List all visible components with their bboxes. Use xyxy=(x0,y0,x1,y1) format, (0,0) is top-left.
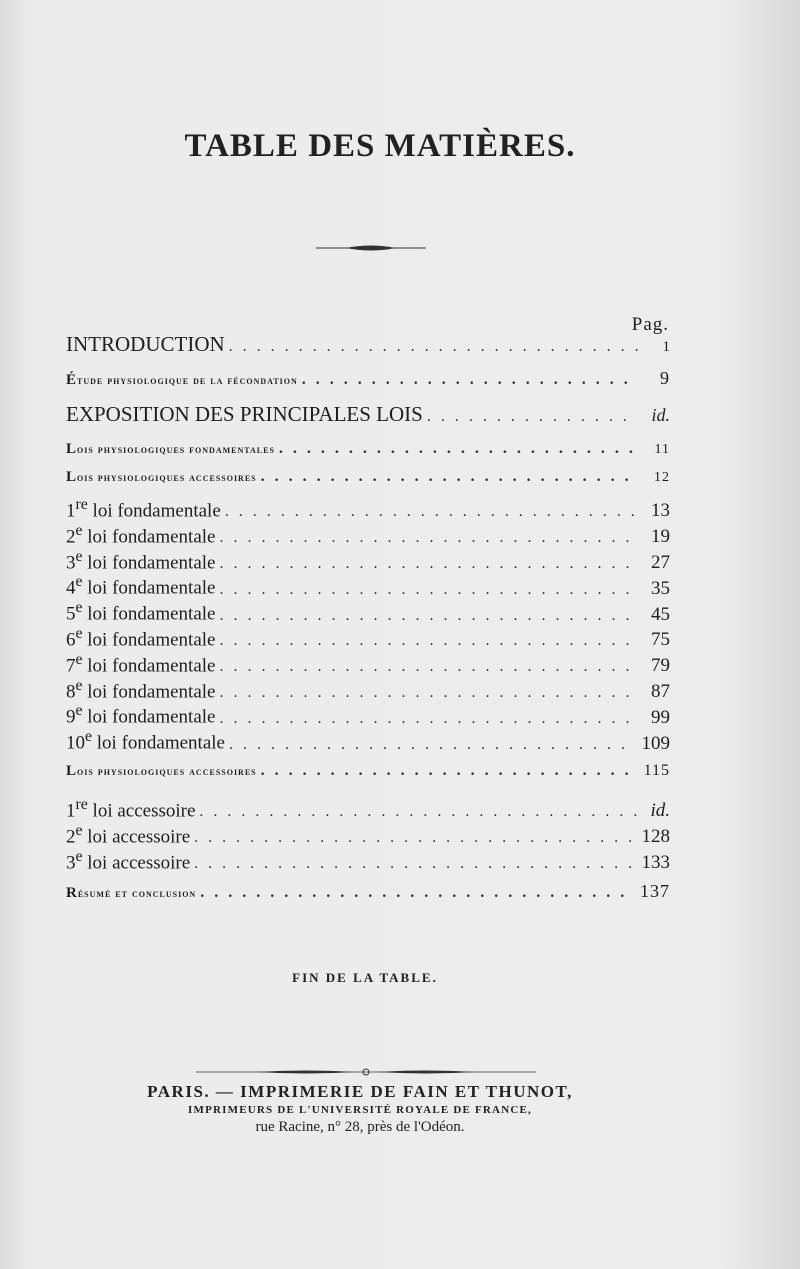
page-column-header: Pag. xyxy=(631,314,669,335)
toc-entry-loi-fondamentale-3: 3e loi fondamentale . . . 27 xyxy=(66,548,670,574)
toc-entry-label: INTRODUCTION xyxy=(66,332,225,356)
toc-entry-lois-accessoires xyxy=(66,468,670,496)
toc-entry-page: 137 xyxy=(640,881,670,902)
leader-dots xyxy=(225,503,638,521)
toc-entry-loi-fondamentale-5: 5e loi fondamentale . . . 45 xyxy=(66,599,670,625)
toc-entry-label: loi fondamentale xyxy=(92,500,221,522)
toc-entry-label: ois physiologiques accessoires xyxy=(77,470,257,484)
page-title: TABLE DES MATIÈRES. xyxy=(184,128,576,164)
toc-entry-label: loi fondamentale xyxy=(87,706,216,728)
toc-entry-label: tude physiologique de la fécondation xyxy=(77,373,298,387)
toc-entry-loi-accessoire-1: 1re loi accessoire . . . id. xyxy=(66,796,670,822)
toc-entry-page: 27 xyxy=(651,551,670,573)
toc-entry-loi-accessoire-2: 2e loi accessoire . . . 128 xyxy=(66,822,670,848)
toc-entry-loi-fondamentale-7: 7e loi fondamentale . . . 79 xyxy=(66,651,670,677)
leader-dots xyxy=(220,658,639,676)
leader-dots xyxy=(220,581,639,599)
toc-entry-label: ésumé et conclusion xyxy=(77,886,197,901)
toc-entry-page: id. xyxy=(650,800,670,822)
toc-entry-loi-accessoire-3: 3e loi accessoire . . . 133 xyxy=(66,848,670,874)
toc-entry-exposition xyxy=(66,402,670,432)
toc-entry-page: 9 xyxy=(660,368,670,388)
toc-entry-label: ois physiologiques accessoires xyxy=(77,763,257,778)
leader-dots xyxy=(220,684,639,702)
toc-entry-label: loi fondamentale xyxy=(87,551,216,573)
leader-dots xyxy=(302,371,638,389)
toc-entry-label: EXPOSITION DES PRINCIPALES LOIS xyxy=(66,402,423,426)
initial-letter: L xyxy=(66,469,78,485)
initial-letter: L xyxy=(66,441,78,457)
toc-entry-loi-fondamentale-10: 10e loi fondamentale . . . 109 xyxy=(66,728,670,754)
imprint-line-1: PARIS. — IMPRIMERIE DE FAIN ET THUNOT, xyxy=(147,1082,573,1101)
toc-entry-loi-fondamentale-8: 8e loi fondamentale . . . 87 xyxy=(66,677,670,703)
leader-dots xyxy=(427,408,638,426)
toc-entry-label: loi accessoire xyxy=(92,800,196,822)
leader-dots xyxy=(229,736,636,754)
leader-dots xyxy=(220,710,639,728)
toc-entry-etude xyxy=(66,368,670,396)
toc-entry-page: 12 xyxy=(654,470,670,485)
imprint-line-2: IMPRIMEURS DE L'UNIVERSITÉ ROYALE DE FRANCE, xyxy=(188,1104,532,1116)
leader-dots xyxy=(220,529,639,547)
toc-entry-loi-fondamentale-2: 2e loi fondamentale . . . 19 xyxy=(66,522,670,548)
toc-entry-label: loi fondamentale xyxy=(87,577,216,599)
leader-dots xyxy=(194,829,635,847)
toc-entry-introduction xyxy=(66,332,670,362)
toc-entry-page: id. xyxy=(651,405,670,425)
leader-dots xyxy=(200,884,634,902)
toc-entry-page: 79 xyxy=(651,655,670,677)
toc-entry-page: 99 xyxy=(651,706,670,728)
leader-dots xyxy=(261,468,638,486)
leader-dots xyxy=(279,440,638,458)
toc-entry-label: loi accessoire xyxy=(87,851,191,873)
ornament-divider xyxy=(316,243,426,253)
leader-dots xyxy=(220,607,639,625)
toc-entry-page: 115 xyxy=(643,761,670,779)
toc-entry-label: loi fondamentale xyxy=(87,603,216,625)
toc-entry-loi-fondamentale-6: 6e loi fondamentale . . . 75 xyxy=(66,625,670,651)
toc-entry-page: 35 xyxy=(651,577,670,599)
toc-entry-page: 13 xyxy=(651,500,670,522)
end-of-table: FIN DE LA TABLE. xyxy=(292,970,438,985)
toc-entry-page: 128 xyxy=(641,826,670,848)
initial-letter: R xyxy=(66,885,78,902)
toc-entry-label: loi accessoire xyxy=(87,826,191,848)
table-of-contents xyxy=(66,332,670,909)
toc-entry-label: ois physiologiques fondamentales xyxy=(77,442,275,456)
leader-dots xyxy=(194,855,635,873)
toc-entry-page: 109 xyxy=(641,732,670,754)
toc-entry-loi-fondamentale-4: 4e loi fondamentale . . . 35 xyxy=(66,573,670,599)
leader-dots xyxy=(220,632,639,650)
toc-entry-lois-accessoires-section xyxy=(66,762,670,790)
printer-imprint xyxy=(0,1082,720,1136)
leader-dots xyxy=(220,555,639,573)
toc-entry-loi-fondamentale-1: 1re loi fondamentale . . . 13 xyxy=(66,496,670,522)
toc-entry-resume xyxy=(66,881,670,909)
toc-entry-label: loi fondamentale xyxy=(87,680,216,702)
toc-entry-label: loi fondamentale xyxy=(96,732,225,754)
initial-letter: L xyxy=(66,762,78,779)
toc-entry-page: 45 xyxy=(651,603,670,625)
toc-entry-page: 19 xyxy=(651,526,670,548)
toc-entry-page: 1 xyxy=(662,339,670,355)
initial-letter: É xyxy=(66,372,78,388)
ornament-rule xyxy=(196,1068,536,1076)
toc-entry-label: loi fondamentale xyxy=(87,526,216,548)
toc-entry-page: 87 xyxy=(651,680,670,702)
toc-entry-page: 11 xyxy=(654,442,670,457)
imprint-line-3: rue Racine, n° 28, près de l'Odéon. xyxy=(255,1119,465,1135)
leader-dots xyxy=(229,338,638,356)
toc-entry-label: loi fondamentale xyxy=(87,629,216,651)
toc-entry-lois-fondamentales xyxy=(66,440,670,468)
toc-entry-page: 75 xyxy=(651,629,670,651)
toc-entry-loi-fondamentale-9: 9e loi fondamentale . . . 99 xyxy=(66,702,670,728)
toc-entry-page: 133 xyxy=(641,851,670,873)
toc-entry-label: loi fondamentale xyxy=(87,655,216,677)
leader-dots xyxy=(199,803,638,821)
leader-dots xyxy=(261,762,638,780)
